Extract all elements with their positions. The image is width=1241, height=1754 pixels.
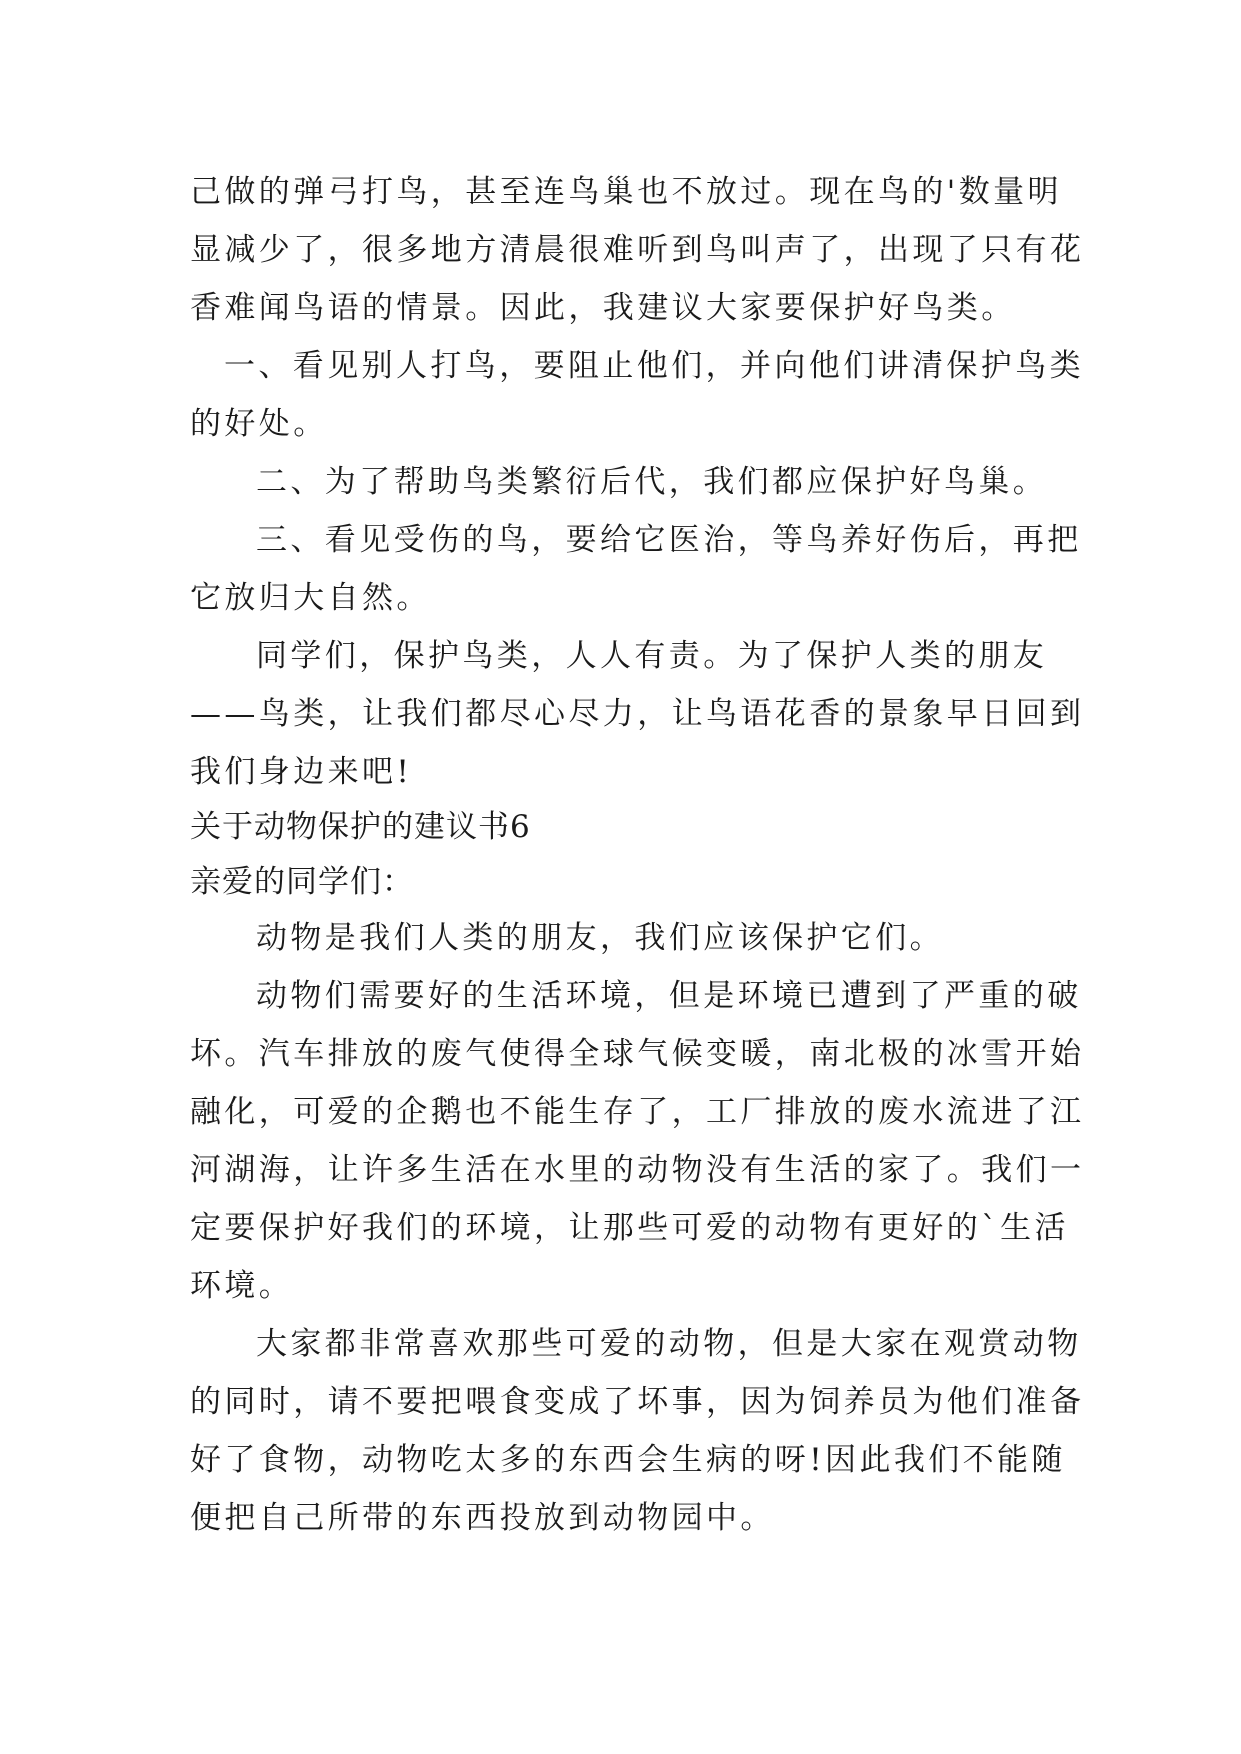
- paragraph-line: ——鸟类，让我们都尽心尽力，让鸟语花香的景象早日回到: [190, 696, 1085, 732]
- list-item-line: 一、看见别人打鸟，要阻止他们，并向他们讲清保护鸟类: [224, 348, 1084, 384]
- paragraph-line: 融化，可爱的企鹅也不能生存了，工厂排放的废水流进了江: [190, 1094, 1085, 1130]
- paragraph-line: 动物是我们人类的朋友，我们应该保护它们。: [256, 920, 944, 956]
- list-item-line: 三、看见受伤的鸟，要给它医治，等鸟养好伤后，再把: [256, 522, 1082, 558]
- paragraph-line: 坏。汽车排放的废气使得全球气候变暖，南北极的冰雪开始: [190, 1036, 1085, 1072]
- paragraph-line: 同学们，保护鸟类，人人有责。为了保护人类的朋友: [256, 638, 1048, 674]
- paragraph-line: 河湖海，让许多生活在水里的动物没有生活的家了。我们一: [190, 1152, 1085, 1188]
- section-title: 关于动物保护的建议书6: [190, 809, 531, 845]
- paragraph-line: 动物们需要好的生活环境，但是环境已遭到了严重的破: [256, 978, 1082, 1014]
- salutation: 亲爱的同学们：: [190, 864, 414, 900]
- paragraph-line: 己做的弹弓打鸟，甚至连鸟巢也不放过。现在鸟的'数量明: [190, 174, 1062, 210]
- list-item-line: 二、为了帮助鸟类繁衍后代，我们都应保护好鸟巢。: [256, 464, 1048, 500]
- list-item-line: 的好处。: [190, 406, 328, 442]
- paragraph-line: 显减少了，很多地方清晨很难听到鸟叫声了，出现了只有花: [190, 232, 1085, 268]
- paragraph-line: 定要保护好我们的环境，让那些可爱的动物有更好的`生活: [190, 1210, 1069, 1246]
- paragraph-line: 大家都非常喜欢那些可爱的动物，但是大家在观赏动物: [256, 1326, 1082, 1362]
- paragraph-line: 我们身边来吧!: [190, 754, 413, 790]
- paragraph-line: 环境。: [190, 1268, 294, 1304]
- paragraph-line: 香难闻鸟语的情景。因此，我建议大家要保护好鸟类。: [190, 290, 1016, 326]
- paragraph-line: 好了食物，动物吃太多的东西会生病的呀!因此我们不能随: [190, 1442, 1066, 1478]
- list-item-line: 它放归大自然。: [190, 580, 431, 616]
- paragraph-line: 便把自己所带的东西投放到动物园中。: [190, 1500, 775, 1536]
- paragraph-line: 的同时，请不要把喂食变成了坏事，因为饲养员为他们准备: [190, 1384, 1085, 1420]
